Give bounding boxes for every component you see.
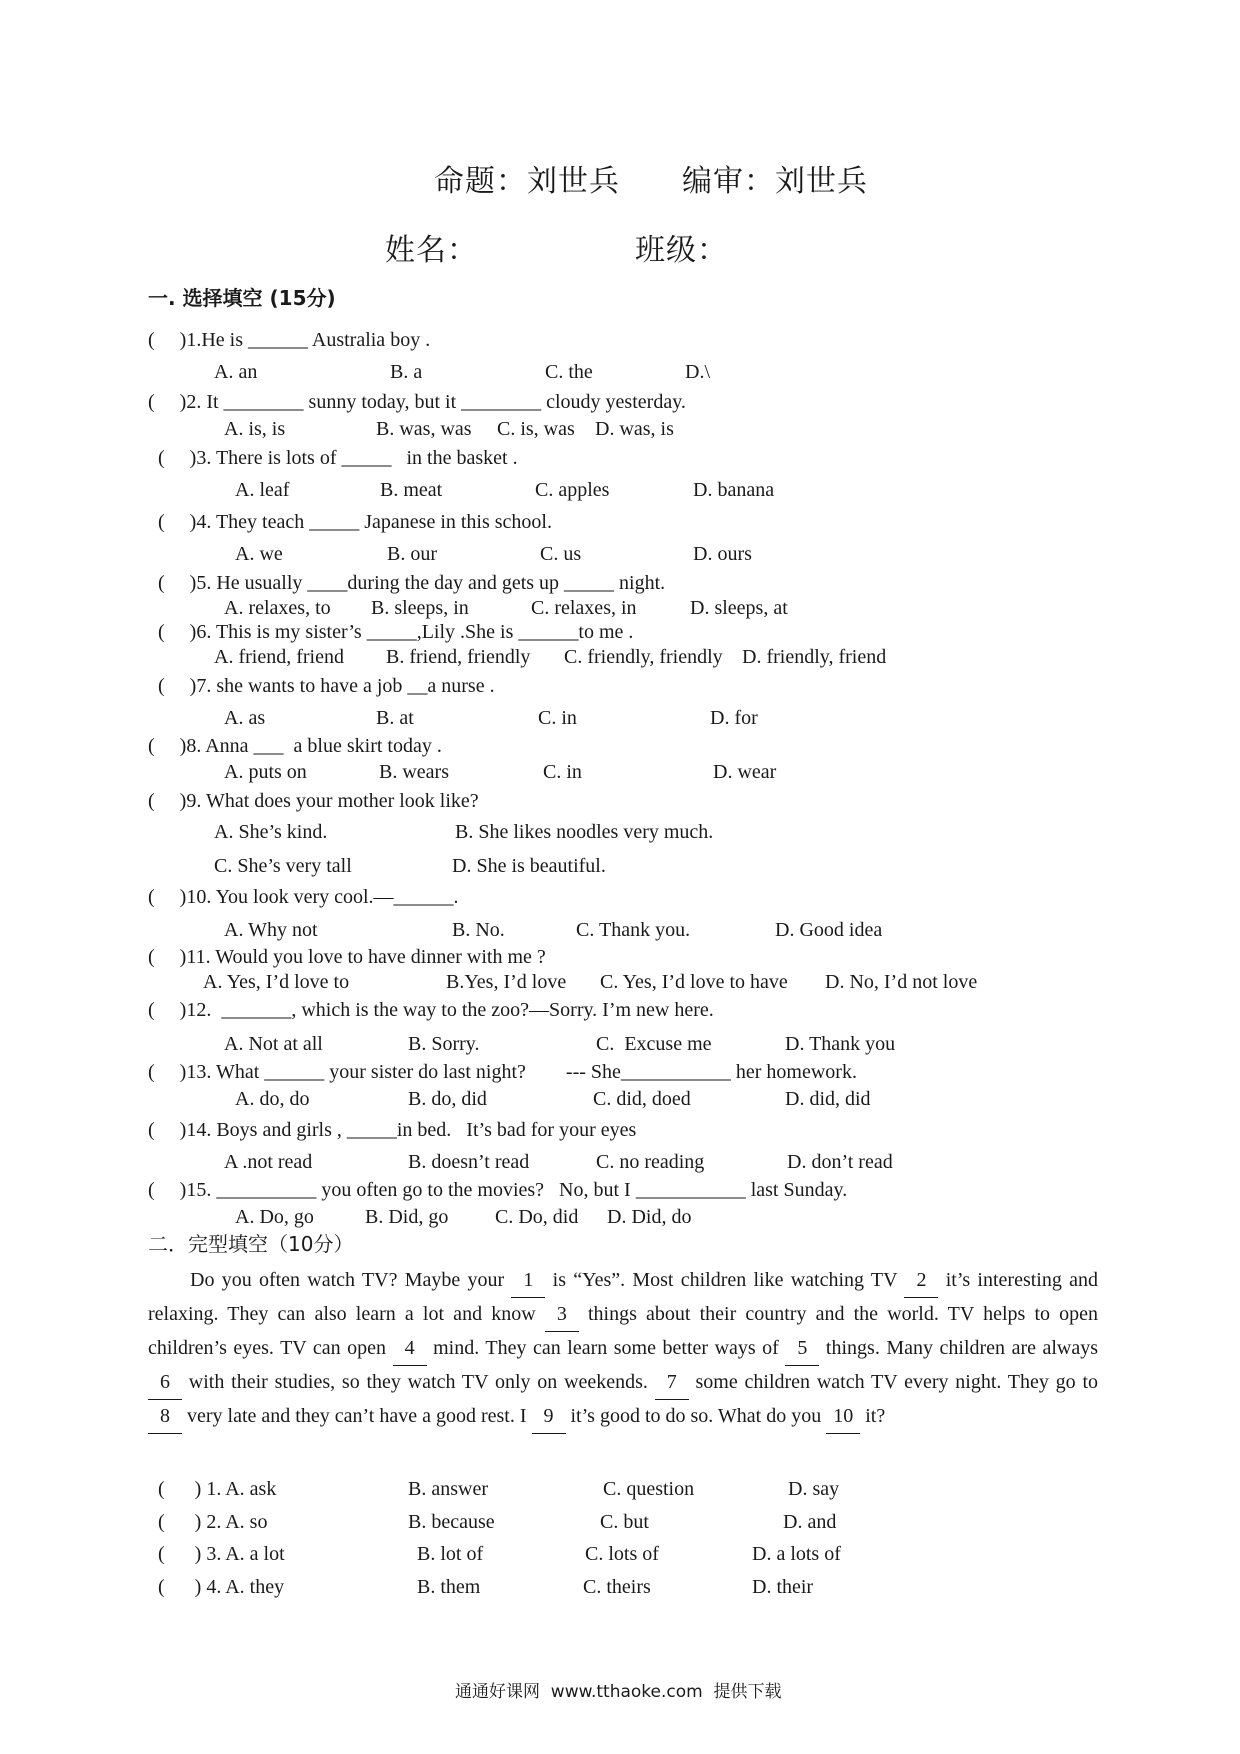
question-8-option-a: A. puts on — [224, 761, 307, 783]
question-1-option-d: D.\ — [685, 361, 710, 383]
cloze-passage — [148, 1264, 1098, 1434]
question-12-stem: ( )12. _______, which is the way to the zoo?—Sorry. I’m new here. — [148, 999, 714, 1021]
question-7-option-a: A. as — [224, 707, 266, 729]
question-9-stem: ( )9. What does your mother look like? — [148, 790, 479, 812]
passage-text: is “Yes”. Most children like watching TV — [552, 1269, 898, 1291]
question-5-option-c: C. relaxes, in — [531, 597, 637, 619]
question-2-stem: ( )2. It ________ sunny today, but it ________ cloudy yesterday. — [148, 391, 686, 413]
question-8-option-d: D. wear — [713, 761, 777, 783]
question-3-option-d: D. banana — [693, 479, 775, 501]
cloze-blank-3: 3 — [545, 1298, 579, 1332]
question-15-option-d: D. Did, do — [607, 1206, 692, 1228]
question-13-stem: ( )13. What ______ your sister do last night? --- She___________ her homework. — [148, 1061, 857, 1083]
question-13-option-a: A. do, do — [235, 1088, 310, 1110]
question-8-option-c: C. in — [543, 761, 582, 783]
question-9-option-b: B. She likes noodles very much. — [455, 821, 714, 843]
question-7-option-b: B. at — [376, 707, 414, 729]
question-11-option-c: C. Yes, I’d love to have — [600, 971, 788, 993]
question-4-option-d: D. ours — [693, 543, 752, 565]
question-11-option-d: D. No, I’d not love — [825, 971, 978, 993]
question-5-stem: ( )5. He usually ____during the day and gets up _____ night. — [158, 572, 666, 594]
class-label: 班级： — [635, 233, 728, 268]
question-10-option-d: D. Good idea — [775, 919, 883, 941]
cloze-item-3-stem: ( ) 3. A. a lot — [158, 1543, 285, 1565]
cloze-item-2-option-c: C. but — [600, 1511, 649, 1533]
question-9-option-c: C. She’s very tall — [214, 855, 352, 877]
question-4-option-c: C. us — [540, 543, 582, 565]
passage-text: very late and they can’t have a good rest. I — [187, 1405, 527, 1427]
cloze-item-1-option-b: B. answer — [408, 1478, 488, 1500]
question-4-option-b: B. our — [387, 543, 437, 565]
question-6-stem: ( )6. This is my sister’s _____,Lily .She is ______to me . — [158, 621, 634, 643]
passage-text: some children watch TV every night. They go to — [695, 1371, 1099, 1393]
passage-text: it? — [865, 1405, 886, 1427]
question-6-option-d: D. friendly, friend — [742, 646, 887, 668]
passage-text: things. Many children are always — [825, 1337, 1099, 1359]
question-13-option-b: B. do, did — [408, 1088, 487, 1110]
question-10-stem: ( )10. You look very cool.—______. — [148, 886, 459, 908]
cloze-blank-10: 10 — [826, 1400, 860, 1434]
passage-text: Do you often watch TV? Maybe your — [190, 1269, 505, 1291]
question-12-option-a: A. Not at all — [224, 1033, 323, 1055]
question-2-option-c: C. is, was — [497, 418, 575, 440]
footer-text: 通通好课网 www.tthaoke.com 提供下载 — [455, 1682, 782, 1702]
question-7-option-d: D. for — [710, 707, 758, 729]
cloze-blank-2: 2 — [904, 1264, 938, 1298]
question-11-stem: ( )11. Would you love to have dinner with me ? — [148, 946, 546, 968]
question-6-option-a: A. friend, friend — [214, 646, 344, 668]
cloze-item-4-stem: ( ) 4. A. they — [158, 1576, 285, 1598]
question-12-option-c: C. Excuse me — [596, 1033, 712, 1055]
question-13-option-c: C. did, doed — [593, 1088, 691, 1110]
question-13-option-d: D. did, did — [785, 1088, 871, 1110]
question-2-option-a: A. is, is — [224, 418, 286, 440]
question-3-option-c: C. apples — [535, 479, 610, 501]
question-15-option-c: C. Do, did — [495, 1206, 579, 1228]
passage-text: with their studies, so they watch TV only on weekends. — [188, 1371, 648, 1393]
question-10-option-b: B. No. — [452, 919, 505, 941]
question-11-option-b: B.Yes, I’d love — [446, 971, 567, 993]
question-6-option-c: C. friendly, friendly — [564, 646, 723, 668]
passage-text: things about their country and the world. TV helps to open children’s eyes. TV can open — [148, 1303, 1099, 1359]
passage-text: it’s interesting and relaxing. They can also learn a lot and know — [148, 1269, 1098, 1325]
question-15-stem: ( )15. __________ you often go to the movies? No, but I ___________ last Sunday. — [148, 1179, 848, 1201]
question-14-option-b: B. doesn’t read — [408, 1151, 530, 1173]
question-7-stem: ( )7. she wants to have a job __a nurse . — [158, 675, 495, 697]
cloze-item-4-option-d: D. their — [752, 1576, 814, 1598]
name-label: 姓名： — [385, 233, 478, 268]
cloze-blank-6: 6 — [148, 1366, 182, 1400]
question-14-option-c: C. no reading — [596, 1151, 705, 1173]
question-1-stem: ( )1.He is ______ Australia boy . — [148, 329, 431, 351]
cloze-item-3-option-c: C. lots of — [585, 1543, 659, 1565]
question-6-option-b: B. friend, friendly — [386, 646, 531, 668]
cloze-item-4-option-c: C. theirs — [583, 1576, 651, 1598]
cloze-item-1-option-c: C. question — [603, 1478, 695, 1500]
cloze-blank-8: 8 — [148, 1400, 182, 1434]
question-5-option-b: B. sleeps, in — [371, 597, 469, 619]
question-10-option-a: A. Why not — [224, 919, 318, 941]
cloze-item-3-option-b: B. lot of — [417, 1543, 484, 1565]
passage-text: it’s good to do so. What do you — [570, 1405, 822, 1427]
question-5-option-d: D. sleeps, at — [690, 597, 788, 619]
cloze-blank-5: 5 — [785, 1332, 819, 1366]
cloze-blank-7: 7 — [655, 1366, 689, 1400]
question-15-option-a: A. Do, go — [235, 1206, 314, 1228]
question-1-option-b: B. a — [390, 361, 423, 383]
cloze-item-2-option-d: D. and — [783, 1511, 837, 1533]
question-12-option-d: D. Thank you — [785, 1033, 896, 1055]
question-14-option-d: D. don’t read — [787, 1151, 893, 1173]
question-4-stem: ( )4. They teach _____ Japanese in this school. — [158, 511, 552, 533]
passage-text: mind. They can learn some better ways of — [433, 1337, 779, 1359]
question-11-option-a: A. Yes, I’d love to — [203, 971, 350, 993]
question-9-option-a: A. She’s kind. — [214, 821, 328, 843]
question-2-option-b: B. was, was — [376, 418, 472, 440]
question-2-option-d: D. was, is — [595, 418, 674, 440]
cloze-blank-9: 9 — [532, 1400, 566, 1434]
question-9-option-d: D. She is beautiful. — [452, 855, 606, 877]
question-14-stem: ( )14. Boys and girls , _____in bed. It’s bad for your eyes — [148, 1119, 637, 1141]
question-4-option-a: A. we — [235, 543, 283, 565]
question-12-option-b: B. Sorry. — [408, 1033, 480, 1055]
author-line: 命题：刘世兵 编审：刘世兵 — [434, 164, 868, 199]
question-1-option-c: C. the — [545, 361, 593, 383]
cloze-item-3-option-d: D. a lots of — [752, 1543, 841, 1565]
cloze-item-1-stem: ( ) 1. A. ask — [158, 1478, 277, 1500]
section2-title: 二．完型填空（10分） — [148, 1232, 354, 1256]
question-7-option-c: C. in — [538, 707, 577, 729]
question-3-option-a: A. leaf — [235, 479, 290, 501]
cloze-item-1-option-d: D. say — [788, 1478, 840, 1500]
cloze-item-2-stem: ( ) 2. A. so — [158, 1511, 268, 1533]
question-5-option-a: A. relaxes, to — [224, 597, 331, 619]
question-10-option-c: C. Thank you. — [576, 919, 691, 941]
cloze-item-2-option-b: B. because — [408, 1511, 495, 1533]
section1-title: 一. 选择填空 (15分) — [148, 286, 336, 310]
question-14-option-a: A .not read — [224, 1151, 313, 1173]
question-1-option-a: A. an — [214, 361, 258, 383]
question-15-option-b: B. Did, go — [365, 1206, 449, 1228]
question-8-stem: ( )8. Anna ___ a blue skirt today . — [148, 735, 442, 757]
question-3-stem: ( )3. There is lots of _____ in the basket . — [158, 447, 518, 469]
question-3-option-b: B. meat — [380, 479, 443, 501]
question-8-option-b: B. wears — [379, 761, 449, 783]
cloze-item-4-option-b: B. them — [417, 1576, 481, 1598]
cloze-blank-4: 4 — [393, 1332, 427, 1366]
cloze-blank-1: 1 — [511, 1264, 545, 1298]
